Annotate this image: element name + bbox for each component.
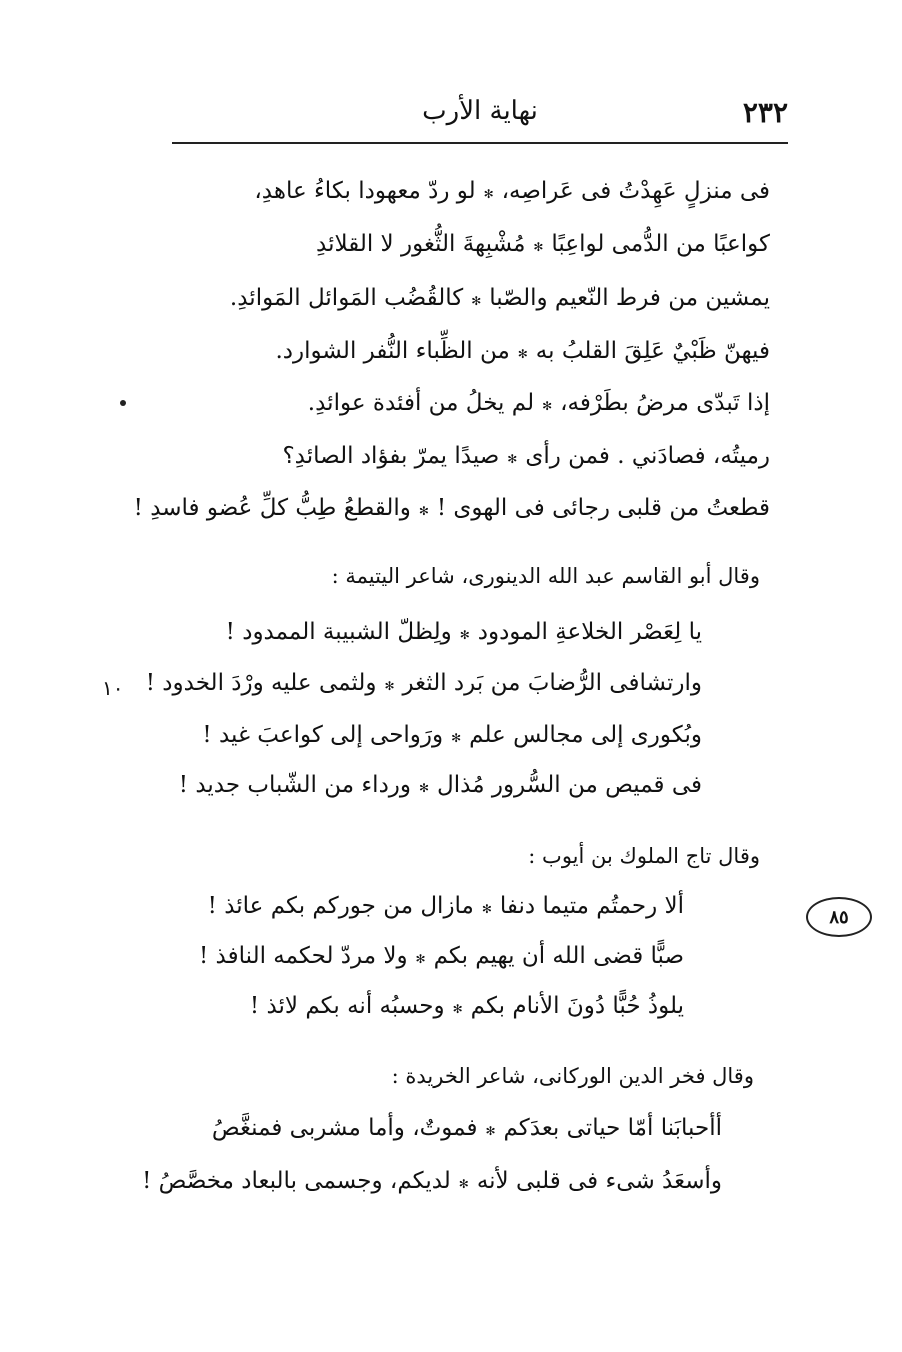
verse-line <box>179 772 702 798</box>
verse-separator-icon: ✻ <box>452 1002 463 1016</box>
verse-line <box>202 722 702 748</box>
verse-hemistich-first: ألا رحمتُم متيما دنفا <box>499 893 684 919</box>
verse-separator-icon: ✻ <box>517 347 528 361</box>
verse-hemistich-second: من الظِّباء النُّفر الشوارد. <box>275 338 510 364</box>
verse-hemistich-first: صبًّا قضى الله أن يهيم بكم <box>433 943 684 969</box>
verse-line <box>199 943 684 969</box>
verse-hemistich-first: فيهنّ ظَبْيٌ عَلِقَ القلبُ به <box>535 338 770 364</box>
running-title: نهاية الأرب <box>422 96 538 126</box>
verse-line <box>212 1115 722 1141</box>
verse-hemistich-first: قطعتُ من قلبى رجائى فى الهوى ! <box>436 495 770 521</box>
verse-hemistich-second: ورداء من الشّباب جديد ! <box>178 772 412 798</box>
verse-line <box>308 390 770 416</box>
verse-hemistich-first: يا لِعَصْر الخلاعةِ المودود <box>477 619 702 645</box>
verse-line <box>134 495 770 521</box>
verse-separator-icon: ✻ <box>418 504 429 518</box>
verse-hemistich-first: رميتُه، فصادَني . فمن رأى <box>525 443 770 469</box>
verse-separator-icon: ✻ <box>458 1177 469 1191</box>
verse-hemistich-second: لم يخلُ من أفئدة عوائدِ. <box>307 390 535 416</box>
verse-hemistich-second: صيدًا يمرّ بفؤاد الصائدِ؟ <box>282 443 500 469</box>
verse-hemistich-second: ولثمى عليه ورْدَ الخدود ! <box>145 670 377 696</box>
verse-separator-icon: ✻ <box>481 902 492 916</box>
verse-hemistich-first: يلوذُ حُبًّا دُونَ الأنام بكم <box>470 993 684 1019</box>
poet-introduction: وقال تاج الملوك بن أيوب : <box>528 844 760 868</box>
verse-line <box>282 443 770 469</box>
verse-hemistich-second: لديكم، وجسمى بالبعاد مخصَّصُ ! <box>142 1168 451 1194</box>
verse-line <box>226 619 702 645</box>
verse-hemistich-second: مازال من جوركم بكم عائذ ! <box>207 893 474 919</box>
verse-line <box>254 178 770 204</box>
verse-hemistich-second: ولِظلّ الشبيبة الممدود ! <box>225 619 452 645</box>
margin-seal: ٨٥ <box>806 897 872 937</box>
verse-hemistich-first: إذا تَبدّى مرضُ بطَرْفه، <box>560 390 770 416</box>
verse-hemistich-second: لو ردّ معهودا بكاءُ عاهدِ، <box>254 178 476 204</box>
verse-hemistich-second: كالقُضُب المَوائل المَوائدِ. <box>229 285 464 311</box>
verse-separator-icon: ✻ <box>415 952 426 966</box>
verse-line <box>142 1168 722 1194</box>
verse-separator-icon: ✻ <box>471 294 482 308</box>
verse-hemistich-second: فموتٌ، وأما مشربى فمنغَّصُ <box>211 1115 478 1141</box>
verse-separator-icon: ✻ <box>419 781 430 795</box>
verse-hemistich-first: يمشين من فرط النّعيم والصّبا <box>489 285 770 311</box>
verse-hemistich-second: ولا مردّ لحكمه النافذ ! <box>199 943 408 969</box>
verse-separator-icon: ✻ <box>542 399 553 413</box>
verse-hemistich-first: فى منزلٍ عَهِدْتُ فى عَراصِه، <box>501 178 770 204</box>
verse-hemistich-first: أأحبابَنا أمّا حياتى بعدَكم <box>503 1115 722 1141</box>
verse-hemistich-second: ورَواحى إلى كواعبَ غيد ! <box>202 722 444 748</box>
verse-hemistich-first: وبُكورى إلى مجالس علم <box>469 722 702 748</box>
verse-separator-icon: ✻ <box>485 1124 496 1138</box>
margin-dot <box>120 400 126 406</box>
verse-line <box>250 993 684 1019</box>
verse-hemistich-second: والقطعُ طِبُّ كلِّ عُضو فاسدِ ! <box>133 495 411 521</box>
verse-hemistich-first: فى قميص من السُّرور مُذال <box>437 772 702 798</box>
verse-line <box>275 338 770 364</box>
verse-separator-icon: ✻ <box>451 731 462 745</box>
verse-hemistich-first: كواعبًا من الدُّمى لواعِبًا <box>551 231 770 257</box>
page-header <box>172 92 788 136</box>
verse-separator-icon: ✻ <box>384 679 395 693</box>
verse-separator-icon: ✻ <box>533 240 544 254</box>
verse-separator-icon: ✻ <box>507 452 518 466</box>
verse-hemistich-first: وارتشافى الرُّضابَ من بَرد الثغر <box>402 670 702 696</box>
verse-separator-icon: ✻ <box>483 187 494 201</box>
poet-introduction: وقال أبو القاسم عبد الله الدينورى، شاعر اليتيمة : <box>331 564 760 588</box>
margin-line-number: ١٠ <box>102 676 124 700</box>
verse-line <box>230 285 770 311</box>
verse-separator-icon: ✻ <box>459 628 470 642</box>
verse-line <box>208 893 684 919</box>
verse-line <box>146 670 702 696</box>
verse-hemistich-first: وأسعَدُ شىء فى قلبى لأنه <box>476 1168 722 1194</box>
verse-line <box>316 231 770 257</box>
verse-hemistich-second: مُشْبِهةَ الثُّغور لا القلائدِ <box>316 231 526 257</box>
verse-hemistich-second: وحسبُه أنه بكم لائذ ! <box>249 993 445 1019</box>
header-rule <box>172 142 788 144</box>
page-number: ٢٣٢ <box>742 96 788 129</box>
poet-introduction: وقال فخر الدين الوركانى، شاعر الخريدة : <box>391 1064 754 1088</box>
